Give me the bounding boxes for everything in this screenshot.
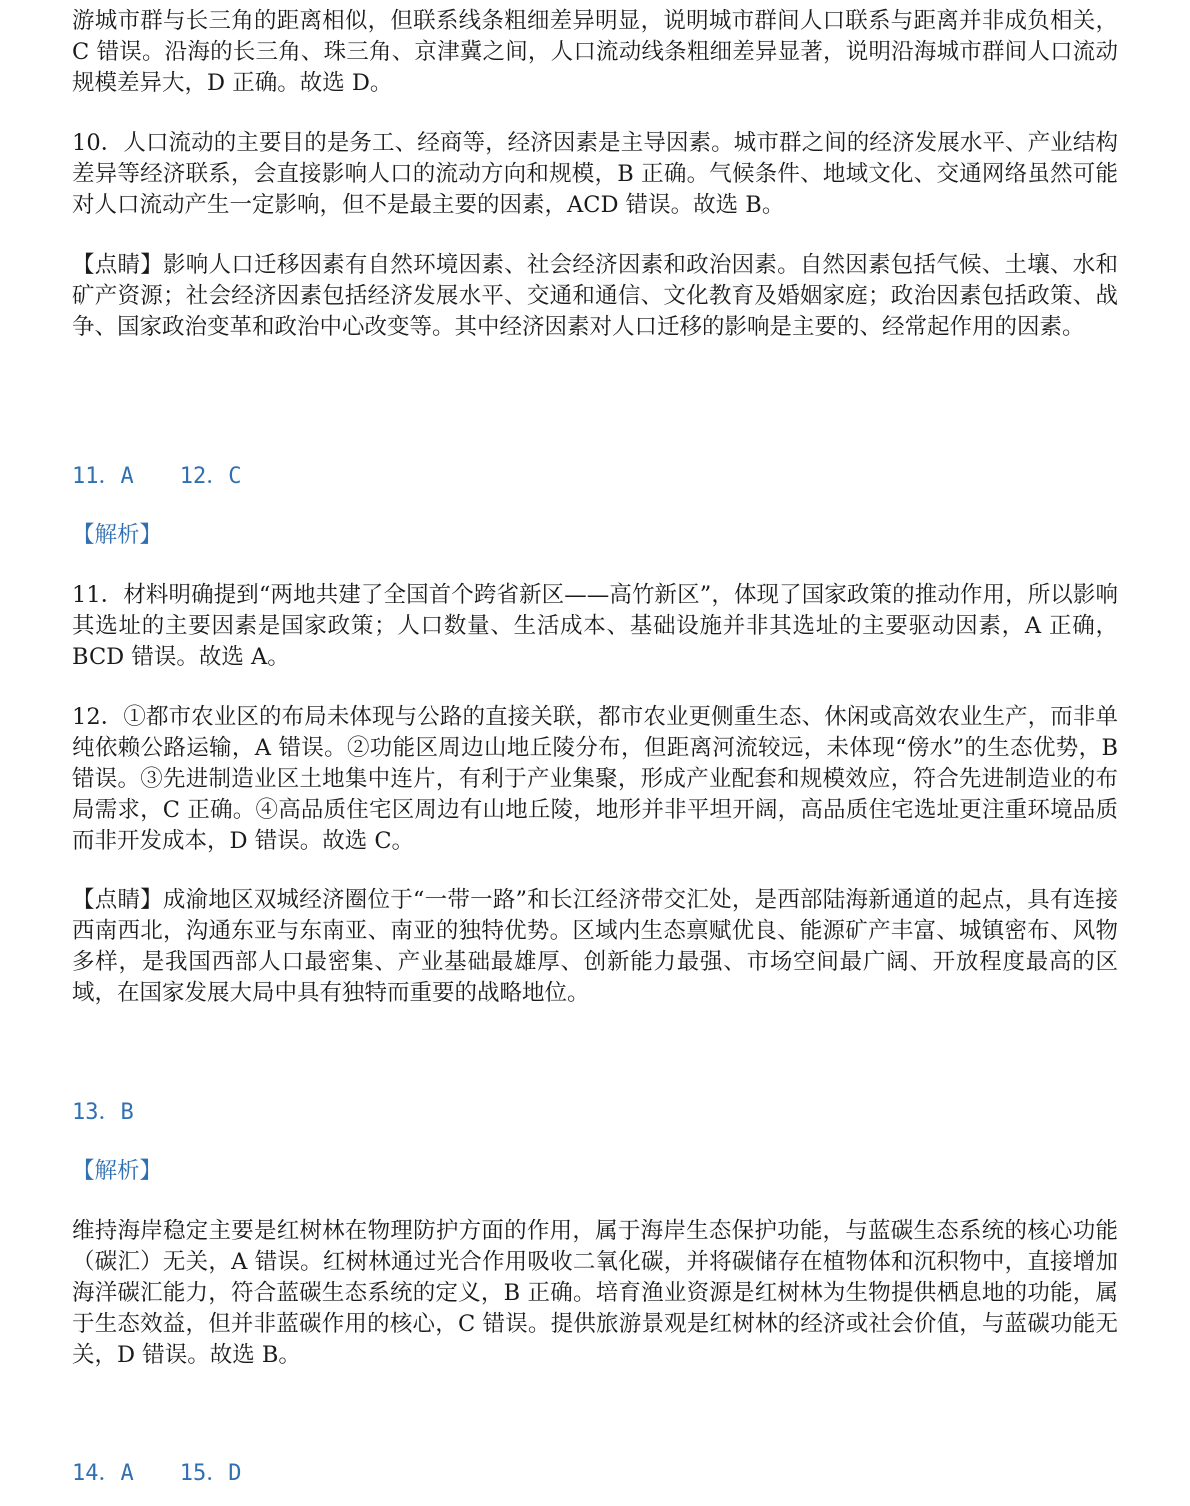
tip-paragraph-1: 【点睛】影响人口迁移因素有自然环境因素、社会经济因素和政治因素。自然因素包括气候、土壤、水和矿产资源；社会经济因素包括经济发展水平、交通和通信、文化教育及婚姻家庭；政治因素包括政策、战争、国家政治变革和政治中心改变等。其中经济因素对人口迁移的影响是主要的、经常起作用的因素。: [72, 252, 1118, 340]
answer-14: 14．A: [72, 1461, 134, 1486]
answer-line-14-15: [72, 1458, 1118, 1489]
answer-line-13: [72, 1097, 1118, 1128]
explanation-paragraph-13: 维持海岸稳定主要是红树林在物理防护方面的作用，属于海岸生态保护功能，与蓝碳生态系统的核心功能（碳汇）无关，A 错误。红树林通过光合作用吸收二氧化碳，并将碳储存在植物体和沉积物中，直接增加海洋碳汇能力，符合蓝碳生态系统的定义，B 正确。培育渔业资源是红树林为生物提供栖息地的功能，属于生态效益，但并非蓝碳作用的核心，C 错误。提供旅游景观是红树林的经济或社会价值，与蓝碳功能无关，D 错误。故选 B。: [72, 1218, 1118, 1368]
answer-12: 12．C: [179, 464, 242, 489]
analysis-label-1: 【解析】: [72, 522, 163, 548]
explanation-paragraph-10: 10．人口流动的主要目的是务工、经商等，经济因素是主导因素。城市群之间的经济发展水平、产业结构差异等经济联系，会直接影响人口的流动方向和规模，B 正确。气候条件、地域文化、交通网络虽然可能对人口流动产生一定影响，但不是最主要的因素，ACD 错误。故选 B。: [72, 130, 1118, 218]
analysis-label-2: 【解析】: [72, 1158, 163, 1184]
answer-line-11-12: [72, 461, 1118, 492]
explanation-paragraph-12: 12．①都市农业区的布局未体现与公路的直接关联，都市农业更侧重生态、休闲或高效农业生产，而非单纯依赖公路运输，A 错误。②功能区周边山地丘陵分布，但距离河流较远，未体现“傍水”的生态优势，B 错误。③先进制造业区土地集中连片，有利于产业集聚，形成产业配套和规模效应，符合先进制造业的布局需求，C 正确。④高品质住宅区周边有山地丘陵，地形并非平坦开阔，高品质住宅选址更注重环境品质而非开发成本，D 错误。故选 C。: [72, 704, 1118, 854]
answer-13: 13．B: [72, 1100, 134, 1125]
answer-15: 15．D: [179, 1461, 242, 1486]
tip-paragraph-2: 【点睛】成渝地区双城经济圈位于“一带一路”和长江经济带交汇处，是西部陆海新通道的起点，具有连接西南西北，沟通东亚与东南亚、南亚的独特优势。区域内生态禀赋优良、能源矿产丰富、城镇密布、风物多样，是我国西部人口最密集、产业基础最雄厚、创新能力最强、市场空间最广阔、开放程度最高的区域，在国家发展大局中具有独特而重要的战略地位。: [72, 887, 1118, 1006]
explanation-paragraph-11: 11．材料明确提到“两地共建了全国首个跨省新区——高竹新区”，体现了国家政策的推动作用，所以影响其选址的主要因素是国家政策；人口数量、生活成本、基础设施并非其选址的主要驱动因素，A 正确，BCD 错误。故选 A。: [72, 582, 1118, 670]
explanation-paragraph-9-continued: 游城市群与长三角的距离相似，但联系线条粗细差异明显，说明城市群间人口联系与距离并非成负相关，C 错误。沿海的长三角、珠三角、京津冀之间，人口流动线条粗细差异显著，说明沿海城市群间人口流动规模差异大，D 正确。故选 D。: [72, 8, 1118, 96]
answer-11: 11．A: [72, 464, 134, 489]
